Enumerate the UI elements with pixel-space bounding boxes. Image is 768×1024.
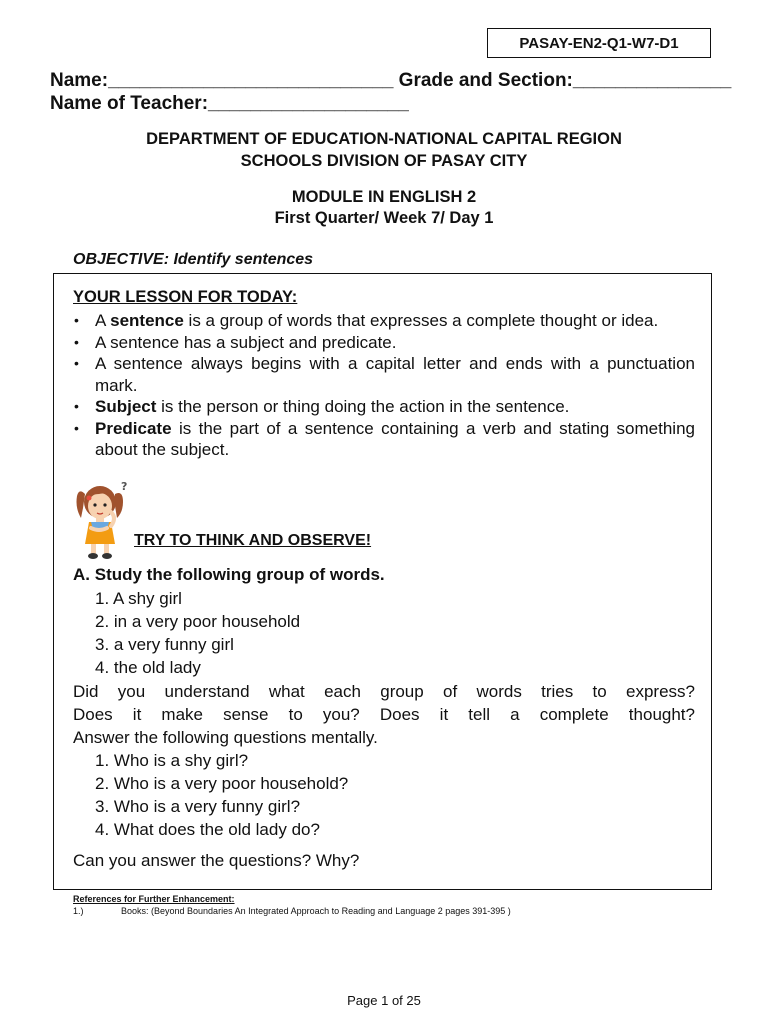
grade-blank: _______________ (572, 70, 732, 91)
list-item: • A sentence has a subject and predicate. (73, 332, 695, 354)
list-item: 1. A shy girl (95, 589, 182, 608)
list-item: • A sentence is a group of words that expresses a complete thought or idea. (73, 310, 695, 332)
reference-text: Books: (Beyond Boundaries An Integrated Approach to Reading and Language 2 pages 391-395 ) (121, 906, 511, 916)
list-item: • A sentence always begins with a capital letter and ends with a punctuation mark. (73, 353, 695, 396)
name-label: Name: (50, 70, 109, 91)
activity-title: TRY TO THINK AND OBSERVE! (134, 532, 372, 549)
list-item: 3. a very funny girl (95, 635, 234, 654)
list-item: 4. the old lady (95, 658, 201, 677)
reference-number: 1.) (73, 906, 84, 916)
activity-instruction (73, 565, 385, 585)
grade-label: Grade and Section: (398, 70, 573, 91)
module-title: MODULE IN ENGLISH 2 (291, 188, 477, 206)
paragraph-line: Answer the following questions mentally. (73, 728, 378, 747)
list-item: 3. Who is a very funny girl? (95, 797, 301, 816)
word-group-list (95, 587, 300, 679)
lesson-title: YOUR LESSON FOR TODAY: (73, 288, 298, 306)
list-item: 2. Who is a very poor household? (95, 774, 349, 793)
list-item: 2. in a very poor household (95, 612, 301, 631)
division-title: SCHOOLS DIVISION OF PASAY CITY (240, 152, 528, 170)
name-line (50, 70, 731, 92)
page-number: Page 1 of 25 (347, 993, 421, 1008)
activity-label: A. (73, 565, 90, 584)
lesson-bullets (73, 310, 695, 461)
closing-question: Can you answer the questions? Why? (73, 851, 360, 870)
list-item: • Predicate is the part of a sentence containing a verb and stating something about the subject. (73, 418, 695, 461)
teacher-blank: ___________________ (208, 93, 409, 114)
list-item: • Subject is the person or thing doing the action in the sentence. (73, 396, 695, 418)
quarter-title: First Quarter/ Week 7/ Day 1 (274, 209, 494, 227)
list-item: 4. What does the old lady do? (95, 820, 320, 839)
paragraph-line: Did you understand what each group of words tries to express? (73, 682, 695, 701)
list-item: 1. Who is a shy girl? (95, 751, 249, 770)
thinking-girl-illustration (69, 478, 135, 560)
reference-item (73, 906, 511, 916)
teacher-line (50, 93, 409, 115)
teacher-label: Name of Teacher: (50, 93, 209, 114)
references-title: References for Further Enhancement: (73, 894, 235, 904)
objective: OBJECTIVE: Identify sentences (73, 251, 314, 268)
svg-text:?: ? (121, 480, 128, 493)
department-title: DEPARTMENT OF EDUCATION-NATIONAL CAPITAL REGION (146, 130, 622, 148)
paragraph-line: Does it make sense to you? Does it tell a complete thought? (73, 705, 695, 724)
activity-instruction-text: Study the following group of words. (94, 565, 385, 584)
name-blank: ___________________________ (108, 70, 394, 91)
module-code: PASAY-EN2-Q1-W7-D1 (487, 28, 711, 58)
question-list (95, 749, 348, 841)
